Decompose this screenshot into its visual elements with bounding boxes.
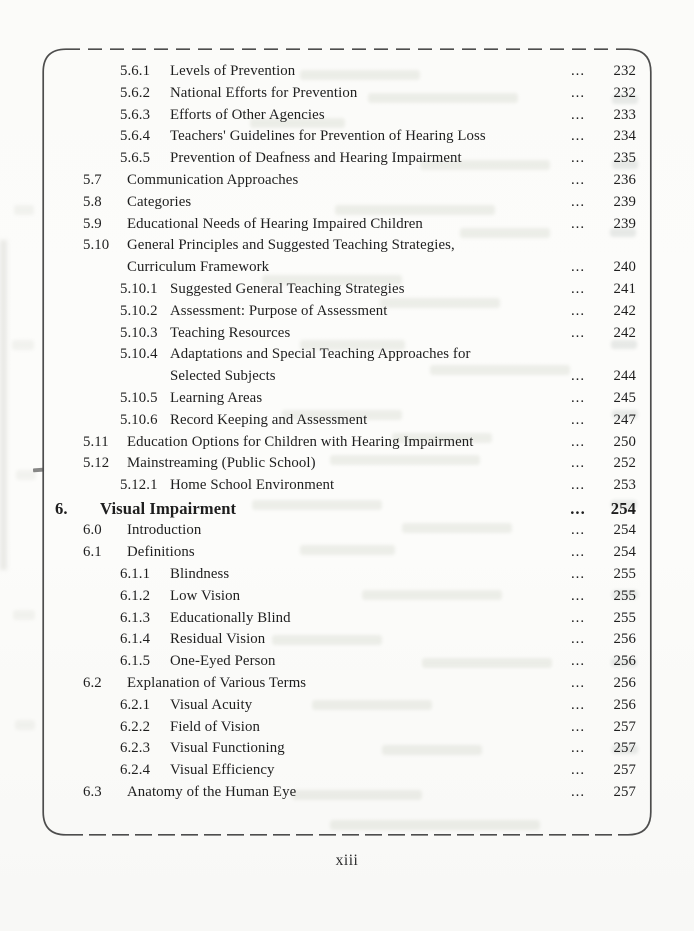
toc-entry: [42, 608, 652, 630]
toc-leader-dots: ...: [570, 324, 586, 341]
toc-entry: [42, 323, 652, 345]
toc-entry-titles: [170, 695, 566, 717]
toc-entry-titles: [170, 475, 566, 497]
toc-entry-titles: [170, 564, 566, 586]
toc-entry: [42, 344, 652, 388]
toc-entry-number: 6.1.1: [120, 566, 151, 583]
toc-entry: [42, 520, 652, 542]
toc-entry-number: 6.2: [83, 675, 102, 692]
toc-entry: [42, 695, 652, 717]
toc-entry-title: Suggested General Teaching Strategies: [170, 280, 405, 297]
toc-leader-dots: ...: [570, 389, 586, 406]
toc-entry-page: 240: [613, 259, 636, 276]
toc-entry-number: 5.12: [83, 455, 110, 472]
toc-entry-title: Record Keeping and Assessment: [170, 411, 368, 428]
toc-entry: [42, 148, 652, 170]
toc-entry: [42, 629, 652, 651]
page-number-footer: [0, 852, 694, 870]
toc-entry-page: 256: [613, 653, 636, 670]
toc-entry-title: Introduction: [127, 522, 202, 539]
toc-leader-dots: ...: [570, 193, 586, 210]
toc-entry-title: Mainstreaming (Public School): [127, 455, 316, 472]
toc-entry-title: Levels of Prevention: [170, 63, 296, 79]
toc-entry: [42, 782, 652, 804]
toc-leader-dots: ...: [570, 455, 586, 472]
toc-entry-page: 257: [613, 762, 636, 779]
toc-leader-dots: ...: [570, 150, 586, 167]
bleedthrough-artifact: [12, 340, 34, 350]
toc-entry-page: 254: [613, 544, 636, 561]
toc-entry-title: Visual Functioning: [170, 740, 285, 757]
toc-leader-dots: ...: [570, 566, 586, 583]
toc-entry-number: 6.2.1: [120, 696, 151, 713]
toc-entry-titles: [127, 782, 566, 804]
toc-entry-page: 257: [613, 718, 636, 735]
toc-leader-dots: ...: [570, 653, 586, 670]
toc-entry-titles: [100, 497, 566, 521]
toc-leader-dots: ...: [570, 587, 586, 604]
toc-entry-title: Educational Needs of Hearing Impaired Children: [127, 215, 423, 232]
toc-entry-title: Adaptations and Special Teaching Approaches for: [170, 346, 471, 363]
toc-entry-title: Visual Impairment: [100, 498, 237, 518]
toc-entry: [42, 673, 652, 695]
toc-entry-title: Educationally Blind: [170, 609, 291, 626]
toc-leader-dots: ...: [570, 631, 586, 648]
toc-leader-dots: ...: [570, 522, 586, 539]
toc-entry: [42, 279, 652, 301]
toc-entry-titles: [170, 279, 566, 301]
toc-entry-page: 254: [613, 522, 636, 539]
toc-entry-page: 256: [613, 631, 636, 648]
toc-entry-page: 234: [613, 128, 636, 145]
toc-entry-titles: [170, 126, 566, 148]
toc-entry-titles: [170, 83, 566, 105]
toc-entry-page: 239: [613, 193, 636, 210]
toc-entry-number: 5.7: [83, 171, 102, 188]
toc-entry: [42, 475, 652, 497]
toc-entry-page: 256: [613, 696, 636, 713]
toc-entry: [42, 760, 652, 782]
toc-entry-page: 255: [613, 566, 636, 583]
toc-leader-dots: ...: [570, 718, 586, 735]
toc-entry: [42, 214, 652, 236]
bleedthrough-artifact: [15, 720, 35, 730]
toc-entry-number: 6.: [55, 498, 68, 518]
toc-leader-dots: ...: [570, 544, 586, 561]
toc-entry-page: 239: [613, 215, 636, 232]
bleedthrough-artifact: [14, 205, 34, 215]
toc-entry: [42, 738, 652, 760]
toc-entry-title: General Principles and Suggested Teaching Strategies,: [127, 237, 455, 254]
toc-entry-page: 241: [613, 280, 636, 297]
toc-entry-page: 247: [613, 411, 636, 428]
toc-entry-titles: [170, 717, 566, 739]
toc-entry-page: 245: [613, 389, 636, 406]
toc-entry-number: 5.8: [83, 193, 102, 210]
toc-entry-number: 6.1.5: [120, 653, 151, 670]
toc-entry-titles: [170, 608, 566, 630]
toc-entry-title: Blindness: [170, 566, 230, 583]
toc-entry-titles: [127, 192, 566, 214]
toc-entry-title: Low Vision: [170, 587, 241, 604]
toc-entry: [42, 410, 652, 432]
toc-leader-dots: ...: [570, 411, 586, 428]
toc-entry-title: Prevention of Deafness and Hearing Impairment: [170, 150, 462, 167]
toc-entry-title: Education Options for Children with Hearing Impairment: [127, 433, 474, 450]
toc-entry-page: 255: [613, 609, 636, 626]
toc-leader-dots: ...: [570, 762, 586, 779]
toc-entry-number: 5.6.4: [120, 128, 151, 145]
toc-entry-number: 6.1.3: [120, 609, 151, 626]
toc-entry-titles: [127, 235, 566, 279]
toc-entry-number: 5.6.1: [120, 63, 151, 79]
toc-entry-list: [42, 48, 652, 836]
toc-entry-page: 253: [613, 477, 636, 494]
toc-leader-dots: ...: [570, 106, 586, 123]
toc-entry-titles: [127, 170, 566, 192]
toc-leader-dots: ...: [570, 302, 586, 319]
toc-entry-page: 232: [613, 63, 636, 79]
toc-leader-dots: ...: [570, 498, 586, 518]
toc-entry-titles: [170, 323, 566, 345]
toc-leader-dots: ...: [570, 675, 586, 692]
toc-entry-number: 5.11: [83, 433, 109, 450]
toc-entry-page: 254: [610, 498, 636, 518]
toc-entry-titles: [127, 432, 566, 454]
toc-entry-page: 252: [613, 455, 636, 472]
toc-entry-titles: [170, 760, 566, 782]
toc-entry: [42, 235, 652, 279]
toc-entry-number: 5.10: [83, 237, 110, 254]
toc-entry-number: 6.1: [83, 544, 102, 561]
toc-entry-titles: [127, 520, 566, 542]
toc-leader-dots: ...: [570, 171, 586, 188]
toc-entry-title: Efforts of Other Agencies: [170, 106, 325, 123]
toc-entry-title: Assessment: Purpose of Assessment: [170, 302, 388, 319]
toc-entry-title: Residual Vision: [170, 631, 266, 648]
toc-entry-number: 5.12.1: [120, 477, 158, 494]
toc-entry: [42, 61, 652, 83]
toc-entry-title: Definitions: [127, 544, 195, 561]
toc-entry: [42, 105, 652, 127]
toc-entry-number: 5.10.1: [120, 280, 158, 297]
toc-leader-dots: ...: [570, 63, 586, 79]
toc-entry-number: 5.10.3: [120, 324, 158, 341]
toc-entry-page: 257: [613, 740, 636, 757]
toc-entry-number: 6.3: [83, 784, 102, 800]
toc-entry-title: Explanation of Various Terms: [127, 675, 307, 692]
toc-entry-page: 250: [613, 433, 636, 450]
toc-entry-titles: [170, 651, 566, 673]
toc-entry-title: Teaching Resources: [170, 324, 291, 341]
toc-leader-dots: ...: [570, 84, 586, 101]
toc-leader-dots: ...: [570, 696, 586, 713]
toc-entry-page: 236: [613, 171, 636, 188]
toc-entry-titles: [170, 410, 566, 432]
toc-entry-titles: [170, 301, 566, 323]
toc-entry-title: National Efforts for Prevention: [170, 84, 358, 101]
toc-leader-dots: ...: [570, 740, 586, 757]
toc-entry-titles: [127, 542, 566, 564]
toc-entry-page: 233: [613, 106, 636, 123]
toc-leader-dots: ...: [570, 609, 586, 626]
toc-frame: [42, 48, 652, 836]
toc-entry-number: 6.2.2: [120, 718, 151, 735]
toc-entry-title: Anatomy of the Human Eye: [127, 784, 297, 800]
toc-entry: [42, 717, 652, 739]
toc-entry: [42, 301, 652, 323]
toc-entry-page: 244: [613, 368, 636, 385]
toc-leader-dots: ...: [570, 477, 586, 494]
toc-entry: [42, 497, 652, 521]
toc-entry: [42, 542, 652, 564]
toc-entry-number: 5.10.4: [120, 346, 158, 363]
toc-entry: [42, 192, 652, 214]
page-number-label: xiii: [335, 852, 359, 869]
toc-entry: [42, 586, 652, 608]
toc-entry-titles: [127, 214, 566, 236]
toc-entry-title: Field of Vision: [170, 718, 260, 735]
toc-entry-number: 5.10.5: [120, 389, 158, 406]
toc-entry-titles: [170, 388, 566, 410]
toc-entry-titles: [170, 148, 566, 170]
toc-leader-dots: ...: [570, 215, 586, 232]
toc-entry-number: 6.1.2: [120, 587, 151, 604]
toc-leader-dots: ...: [570, 784, 586, 800]
toc-entry-title: Communication Approaches: [127, 171, 299, 188]
toc-entry-titles: [127, 673, 566, 695]
toc-entry-number: 6.1.4: [120, 631, 151, 648]
toc-entry-titles: [170, 738, 566, 760]
toc-entry-title: Teachers' Guidelines for Prevention of Hearing Loss: [170, 128, 486, 145]
toc-entry-number: 5.10.2: [120, 302, 158, 319]
toc-entry-page: 256: [613, 675, 636, 692]
toc-entry: [42, 564, 652, 586]
toc-entry-number: 5.9: [83, 215, 102, 232]
toc-entry-titles: [170, 344, 566, 388]
toc-entry-title: Categories: [127, 193, 192, 210]
toc-leader-dots: ...: [570, 280, 586, 297]
toc-entry-title: Visual Acuity: [170, 696, 253, 713]
toc-entry: [42, 453, 652, 475]
toc-entry-title: Learning Areas: [170, 389, 263, 406]
toc-entry: [42, 170, 652, 192]
toc-entry: [42, 388, 652, 410]
toc-entry: [42, 432, 652, 454]
toc-entry-title: One-Eyed Person: [170, 653, 276, 670]
toc-entry-titles: [127, 453, 566, 475]
toc-entry-titles: [170, 629, 566, 651]
toc-leader-dots: ...: [570, 128, 586, 145]
toc-entry-title: Home School Environment: [170, 477, 335, 494]
toc-entry-page: 242: [613, 324, 636, 341]
toc-entry: [42, 126, 652, 148]
toc-entry-number: 6.0: [83, 522, 102, 539]
toc-entry-title-line2: Selected Subjects: [170, 368, 276, 385]
toc-entry-page: 257: [613, 784, 636, 800]
toc-leader-dots: ...: [570, 259, 586, 276]
toc-entry-number: 5.6.3: [120, 106, 151, 123]
toc-entry-titles: [170, 586, 566, 608]
toc-entry-number: 6.2.4: [120, 762, 151, 779]
toc-entry-title: Visual Efficiency: [170, 762, 275, 779]
scan-edge-artifact: [0, 240, 7, 570]
toc-entry-page: 235: [613, 150, 636, 167]
toc-entry-page: 242: [613, 302, 636, 319]
toc-entry-number: 5.6.2: [120, 84, 151, 101]
bleedthrough-artifact: [13, 610, 35, 620]
toc-entry-number: 6.2.3: [120, 740, 151, 757]
toc-entry-number: 5.10.6: [120, 411, 158, 428]
toc-entry-titles: [170, 61, 566, 83]
toc-leader-dots: ...: [570, 368, 586, 385]
toc-leader-dots: ...: [570, 433, 586, 450]
toc-entry: [42, 651, 652, 673]
toc-entry-page: 255: [613, 587, 636, 604]
toc-entry-titles: [170, 105, 566, 127]
toc-entry: [42, 83, 652, 105]
toc-entry-number: 5.6.5: [120, 150, 151, 167]
toc-entry-title-line2: Curriculum Framework: [127, 259, 270, 276]
toc-entry-page: 232: [613, 84, 636, 101]
